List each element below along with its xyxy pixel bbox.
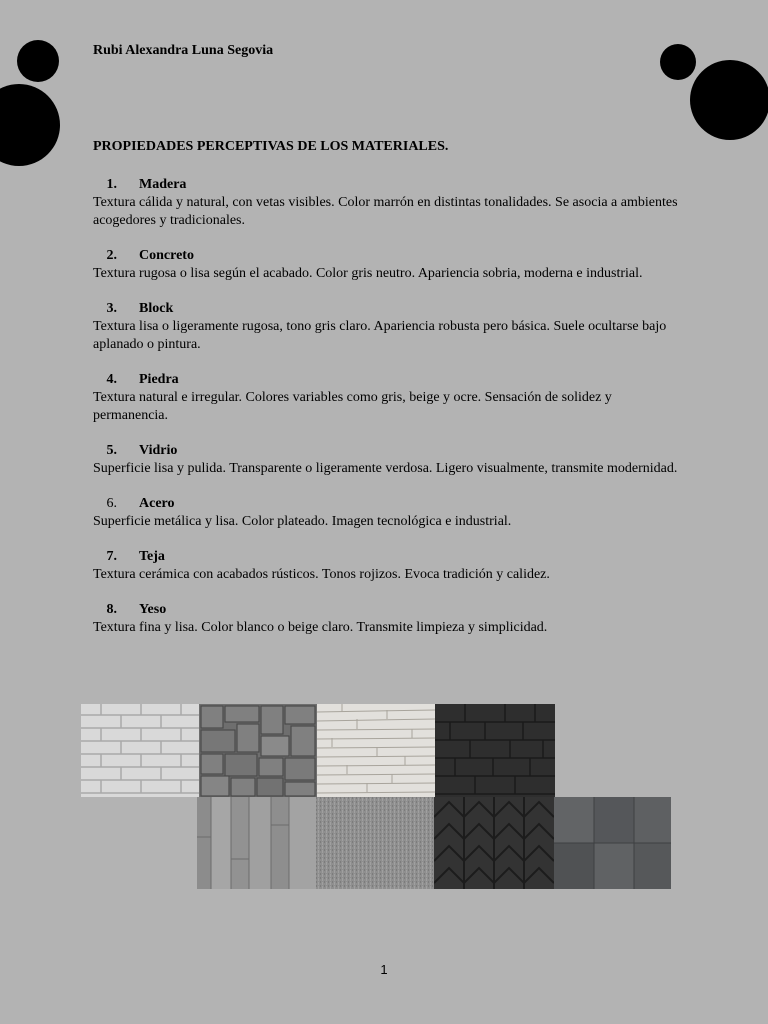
item-name: Block	[139, 301, 174, 316]
item-description: Textura natural e irregular. Colores variables como gris, beige y ocre. Sensación de solidez y permanencia.	[93, 390, 612, 423]
item-number: 7.	[106, 549, 117, 564]
material-item-yeso	[93, 601, 683, 637]
texture-white-brick	[81, 704, 199, 797]
item-number: 1.	[106, 177, 117, 192]
item-number: 2.	[106, 248, 117, 263]
item-name: Acero	[139, 496, 175, 511]
material-item-madera	[93, 176, 683, 230]
item-name: Madera	[139, 177, 187, 192]
item-number: 4.	[106, 372, 117, 387]
item-number: 6.	[106, 496, 117, 511]
item-description: Textura rugosa o lisa según el acabado. Color gris neutro. Apariencia sobria, moderna e industrial.	[93, 266, 643, 281]
texture-gray-pavers	[199, 704, 317, 797]
material-item-acero	[93, 495, 683, 531]
item-description: Textura cerámica con acabados rústicos. Tonos rojizos. Evoca tradición y calidez.	[93, 567, 550, 582]
item-description: Superficie lisa y pulida. Transparente o ligeramente verdosa. Ligero visualmente, transmite modernidad.	[93, 461, 678, 476]
item-number: 3.	[106, 301, 117, 316]
texture-dark-herringbone	[434, 797, 554, 889]
page-number: 1	[380, 962, 388, 977]
decorative-circle	[0, 84, 60, 166]
item-name: Teja	[139, 549, 165, 564]
decorative-circle	[690, 60, 768, 140]
item-description: Textura fina y lisa. Color blanco o beige claro. Transmite limpieza y simplicidad.	[93, 620, 548, 635]
material-item-piedra	[93, 371, 683, 425]
texture-white-stone	[317, 704, 435, 797]
decorative-circle	[660, 44, 696, 80]
decorative-circle	[17, 40, 59, 82]
document-title: PROPIEDADES PERCEPTIVAS DE LOS MATERIALES.	[93, 139, 449, 154]
item-number: 8.	[106, 602, 117, 617]
texture-gray-concrete	[316, 797, 434, 889]
item-name: Yeso	[139, 602, 167, 617]
author-name: Rubi Alexandra Luna Segovia	[93, 43, 274, 58]
material-item-teja	[93, 548, 683, 584]
item-number: 5.	[106, 443, 117, 458]
materials-list	[93, 176, 683, 654]
material-item-block	[93, 300, 683, 354]
item-name: Concreto	[139, 248, 194, 263]
item-description: Superficie metálica y lisa. Color plateado. Imagen tecnológica e industrial.	[93, 514, 512, 529]
material-item-concreto	[93, 247, 683, 283]
item-description: Textura cálida y natural, con vetas visibles. Color marrón en distintas tonalidades. Se asocia a ambientes acogedores y tradicionales.	[93, 195, 678, 228]
material-item-vidrio	[93, 442, 683, 478]
texture-gray-wood-planks	[197, 797, 316, 889]
texture-slate-tiles	[554, 797, 671, 889]
item-name: Vidrio	[139, 443, 178, 458]
item-name: Piedra	[139, 372, 179, 387]
texture-dark-shingles	[435, 704, 555, 797]
item-description: Textura lisa o ligeramente rugosa, tono gris claro. Apariencia robusta pero básica. Suele ocultarse bajo aplanado o pintura.	[93, 319, 667, 352]
